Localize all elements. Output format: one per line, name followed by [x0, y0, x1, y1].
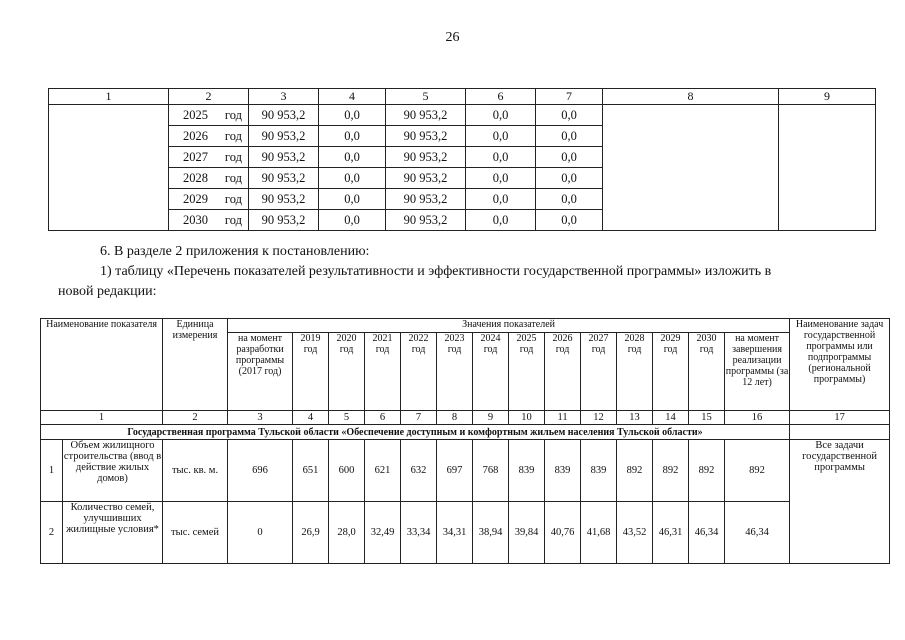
- amount-cell: 0,0: [536, 126, 603, 147]
- empty-cell: [603, 210, 779, 231]
- amount-cell: 0,0: [319, 105, 386, 126]
- indicator-name: Объем жилищного строительства (ввод в действие жилых домов): [63, 440, 163, 502]
- year-suffix: год: [224, 107, 242, 122]
- start-value: 696: [228, 440, 293, 502]
- program-title: Государственная программа Тульской области «Обеспечение доступным и комфортным жильем населения Тульской области»: [41, 425, 790, 440]
- empty-cell: [603, 168, 779, 189]
- unit-cell: тыс. семей: [163, 502, 228, 564]
- year-value: 2025: [183, 107, 208, 122]
- amount-cell: 90 953,2: [386, 147, 466, 168]
- tasks-cell: Все задачи государственной программы: [790, 440, 890, 502]
- year-value: 892: [689, 440, 725, 502]
- year-cell: [169, 210, 249, 231]
- amount-cell: 90 953,2: [386, 105, 466, 126]
- empty-cell: [49, 105, 169, 126]
- empty-cell: [779, 189, 876, 210]
- start-value: 0: [228, 502, 293, 564]
- header-year: 2025 год: [509, 333, 545, 411]
- column-number: 7: [401, 411, 437, 425]
- header-year: 2026 год: [545, 333, 581, 411]
- header-year: 2021 год: [365, 333, 401, 411]
- column-number: 3: [228, 411, 293, 425]
- paragraph-1-line-2: новой редакции:: [58, 284, 157, 299]
- end-value: 892: [725, 440, 790, 502]
- funding-table-body: [49, 105, 876, 231]
- amount-cell: 0,0: [536, 147, 603, 168]
- paragraph-6: 6. В разделе 2 приложения к постановлению:: [100, 244, 370, 259]
- header-tasks: Наименование задач государственной программы или подпрограммы (региональной программы): [790, 319, 890, 411]
- amount-cell: 90 953,2: [386, 189, 466, 210]
- indicator-row: [41, 502, 890, 564]
- column-number-row: [41, 411, 890, 425]
- year-suffix: год: [224, 128, 242, 143]
- row-number: 1: [41, 440, 63, 502]
- tasks-cell: [790, 502, 890, 564]
- header-cell: 9: [779, 89, 876, 105]
- header-values: Значения показателей: [228, 319, 790, 333]
- amount-cell: 90 953,2: [249, 147, 319, 168]
- year-cell: [169, 147, 249, 168]
- column-number: 12: [581, 411, 617, 425]
- column-number: 2: [163, 411, 228, 425]
- empty-cell: [49, 168, 169, 189]
- year-value: 43,52: [617, 502, 653, 564]
- amount-cell: 0,0: [466, 189, 536, 210]
- header-indicator-name: Наименование показателя: [41, 319, 163, 411]
- amount-cell: 0,0: [536, 168, 603, 189]
- empty-cell: [779, 126, 876, 147]
- funding-table-header-row: [49, 89, 876, 105]
- header-cell: 1: [49, 89, 169, 105]
- amount-cell: 90 953,2: [249, 105, 319, 126]
- year-suffix: год: [224, 191, 242, 206]
- year-value: 39,84: [509, 502, 545, 564]
- indicator-name: Количество семей, улучшивших жилищные условия*: [63, 502, 163, 564]
- year-value: 839: [545, 440, 581, 502]
- column-number: 15: [689, 411, 725, 425]
- row-number: 2: [41, 502, 63, 564]
- year-value: 621: [365, 440, 401, 502]
- amount-cell: 90 953,2: [386, 168, 466, 189]
- header-year: 2030 год: [689, 333, 725, 411]
- amount-cell: 0,0: [319, 126, 386, 147]
- year-value: 26,9: [293, 502, 329, 564]
- column-number: 14: [653, 411, 689, 425]
- amount-cell: 90 953,2: [386, 210, 466, 231]
- amount-cell: 0,0: [466, 168, 536, 189]
- year-value: 33,34: [401, 502, 437, 564]
- empty-cell: [49, 189, 169, 210]
- year-cell: [169, 126, 249, 147]
- amount-cell: 0,0: [466, 210, 536, 231]
- year-value: 2026: [183, 128, 208, 143]
- funding-row: [49, 189, 876, 210]
- header-cell: 5: [386, 89, 466, 105]
- empty-cell: [779, 168, 876, 189]
- amount-cell: 90 953,2: [249, 189, 319, 210]
- year-value: 839: [509, 440, 545, 502]
- header-cell: 4: [319, 89, 386, 105]
- year-value: 46,31: [653, 502, 689, 564]
- year-value: 40,76: [545, 502, 581, 564]
- indicator-row: [41, 440, 890, 502]
- column-number: 1: [41, 411, 163, 425]
- year-suffix: год: [224, 149, 242, 164]
- column-number: 8: [437, 411, 473, 425]
- column-number: 5: [329, 411, 365, 425]
- page-number: 26: [445, 30, 460, 45]
- amount-cell: 90 953,2: [249, 168, 319, 189]
- amount-cell: 0,0: [466, 105, 536, 126]
- year-value: 697: [437, 440, 473, 502]
- header-cell: 7: [536, 89, 603, 105]
- header-end-value: на момент завершения реализации программы (за 12 лет): [725, 333, 790, 411]
- paragraph-1-line-1: 1) таблицу «Перечень показателей результативности и эффективности государственной программы» изложить в: [100, 264, 772, 279]
- funding-row: [49, 168, 876, 189]
- year-value: 41,68: [581, 502, 617, 564]
- amount-cell: 0,0: [466, 147, 536, 168]
- header-cell: 6: [466, 89, 536, 105]
- header-year: 2019 год: [293, 333, 329, 411]
- year-cell: [169, 168, 249, 189]
- column-number: 10: [509, 411, 545, 425]
- header-year: 2020 год: [329, 333, 365, 411]
- funding-row: [49, 147, 876, 168]
- amount-cell: 90 953,2: [386, 126, 466, 147]
- header-unit: Единица измерения: [163, 319, 228, 411]
- year-value: 38,94: [473, 502, 509, 564]
- year-value: 34,31: [437, 502, 473, 564]
- amount-cell: 0,0: [319, 147, 386, 168]
- indicators-table-body: [41, 440, 890, 564]
- year-cell: [169, 189, 249, 210]
- empty-cell: [49, 210, 169, 231]
- year-suffix: год: [224, 170, 242, 185]
- funding-row: [49, 126, 876, 147]
- end-value: 46,34: [725, 502, 790, 564]
- year-value: 2027: [183, 149, 208, 164]
- column-number: 11: [545, 411, 581, 425]
- year-value: 46,34: [689, 502, 725, 564]
- program-title-row: [41, 425, 890, 440]
- header-year: 2022 год: [401, 333, 437, 411]
- column-number: 4: [293, 411, 329, 425]
- year-value: 768: [473, 440, 509, 502]
- indicators-table: [40, 318, 890, 564]
- year-value: 839: [581, 440, 617, 502]
- amount-cell: 0,0: [466, 126, 536, 147]
- year-suffix: год: [224, 212, 242, 227]
- year-value: 632: [401, 440, 437, 502]
- header-cell: 8: [603, 89, 779, 105]
- empty-cell: [779, 210, 876, 231]
- year-cell: [169, 105, 249, 126]
- year-value: 2028: [183, 170, 208, 185]
- column-number: 17: [790, 411, 890, 425]
- empty-cell: [603, 105, 779, 126]
- year-value: 651: [293, 440, 329, 502]
- amount-cell: 90 953,2: [249, 126, 319, 147]
- empty-cell: [603, 147, 779, 168]
- amount-cell: 0,0: [536, 189, 603, 210]
- amount-cell: 0,0: [536, 210, 603, 231]
- header-start-value: на момент разработки программы (2017 год): [228, 333, 293, 411]
- unit-cell: тыс. кв. м.: [163, 440, 228, 502]
- header-year: 2028 год: [617, 333, 653, 411]
- empty-cell: [49, 126, 169, 147]
- column-number: 9: [473, 411, 509, 425]
- amount-cell: 90 953,2: [249, 210, 319, 231]
- year-value: 32,49: [365, 502, 401, 564]
- amount-cell: 0,0: [536, 105, 603, 126]
- funding-row: [49, 105, 876, 126]
- year-value: 600: [329, 440, 365, 502]
- year-value: 28,0: [329, 502, 365, 564]
- year-value: 892: [617, 440, 653, 502]
- header-year: 2024 год: [473, 333, 509, 411]
- column-number: 6: [365, 411, 401, 425]
- column-number: 13: [617, 411, 653, 425]
- header-cell: 2: [169, 89, 249, 105]
- empty-cell: [603, 189, 779, 210]
- empty-cell: [779, 147, 876, 168]
- year-value: 2030: [183, 212, 208, 227]
- amount-cell: 0,0: [319, 210, 386, 231]
- column-number: 16: [725, 411, 790, 425]
- header-year: 2027 год: [581, 333, 617, 411]
- amount-cell: 0,0: [319, 189, 386, 210]
- year-value: 2029: [183, 191, 208, 206]
- amount-cell: 0,0: [319, 168, 386, 189]
- empty-cell: [603, 126, 779, 147]
- funding-row: [49, 210, 876, 231]
- empty-cell: [49, 147, 169, 168]
- header-year: 2029 год: [653, 333, 689, 411]
- header-cell: 3: [249, 89, 319, 105]
- empty-cell: [779, 105, 876, 126]
- header-year: 2023 год: [437, 333, 473, 411]
- funding-table: [48, 88, 876, 231]
- year-value: 892: [653, 440, 689, 502]
